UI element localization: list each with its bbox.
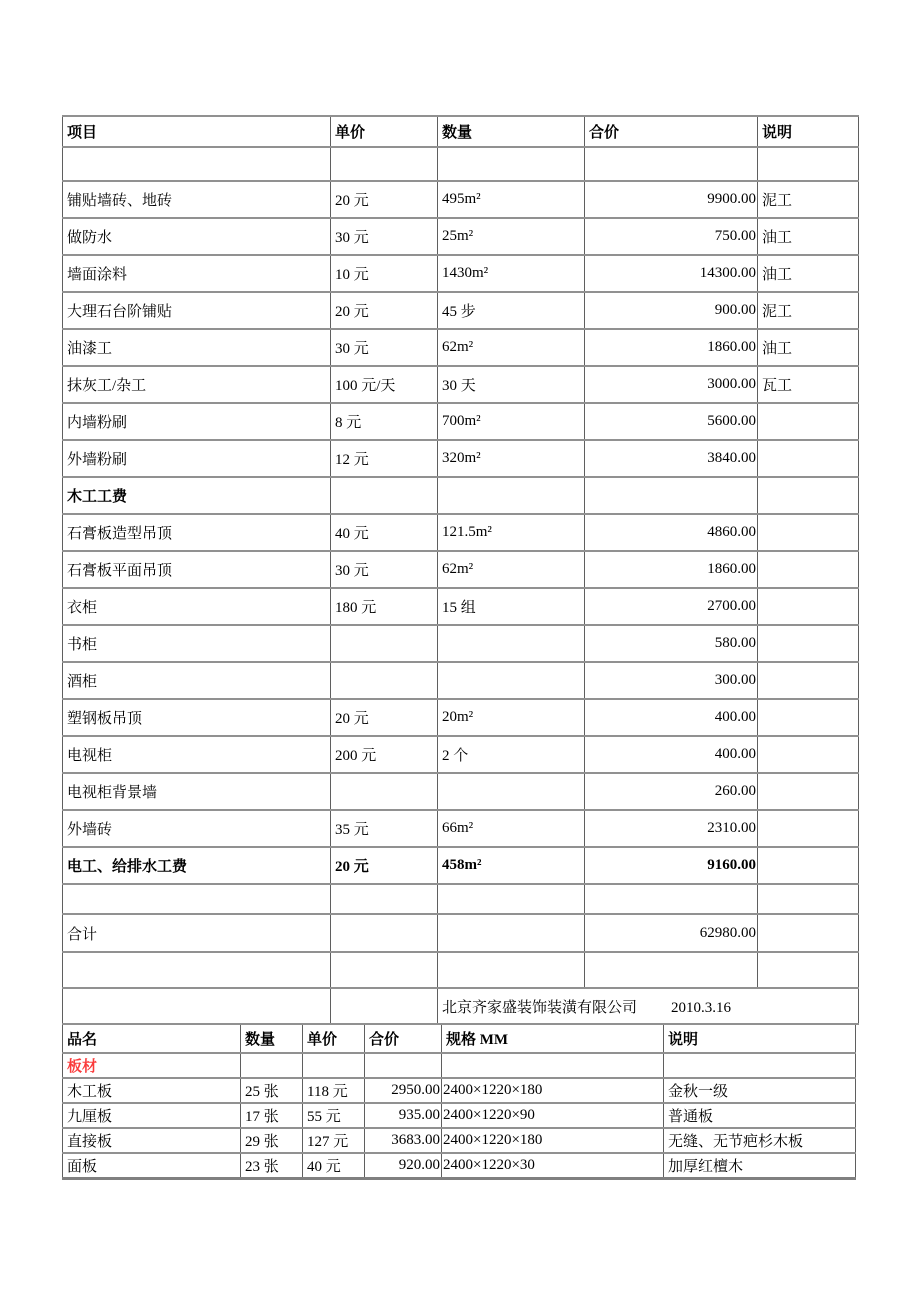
cell-note: 瓦工 — [758, 366, 859, 403]
cell-unit-price — [331, 914, 438, 952]
signature-row — [63, 988, 859, 1024]
cell-item: 石膏板造型吊顶 — [63, 514, 331, 551]
labor-row — [63, 847, 859, 884]
cell-total: 14300.00 — [585, 255, 758, 292]
cell-qty — [438, 662, 585, 699]
cell-unit-price — [331, 477, 438, 514]
cell-note — [758, 588, 859, 625]
cell-total: 2310.00 — [585, 810, 758, 847]
labor-row — [63, 588, 859, 625]
cell-note — [758, 773, 859, 810]
cell-empty — [331, 988, 438, 1024]
cell-unit-price: 40 元 — [303, 1153, 365, 1178]
cell-note: 金秋一级 — [664, 1078, 856, 1103]
materials-price-table — [62, 1023, 856, 1180]
cell-qty — [438, 884, 585, 914]
cell-unit-price: 55 元 — [303, 1103, 365, 1128]
cell-total: 900.00 — [585, 292, 758, 329]
cell-qty: 62m² — [438, 329, 585, 366]
labor-row — [63, 403, 859, 440]
cell-item: 内墙粉刷 — [63, 403, 331, 440]
cell-unit-price: 20 元 — [331, 292, 438, 329]
cell-item: 大理石台阶铺贴 — [63, 292, 331, 329]
cell-spec: 2400×1220×180 — [442, 1078, 664, 1103]
cell-qty: 30 天 — [438, 366, 585, 403]
labor-row — [63, 255, 859, 292]
cell-item — [63, 884, 331, 914]
cell-item: 电视柜 — [63, 736, 331, 773]
cell-spec: 2400×1220×180 — [442, 1128, 664, 1153]
cell-unit-price: 20 元 — [331, 847, 438, 884]
cell-item: 铺贴墙砖、地砖 — [63, 181, 331, 218]
column-header-total: 合价 — [365, 1024, 442, 1053]
cell-qty: 45 步 — [438, 292, 585, 329]
cell-total — [365, 1053, 442, 1078]
cell-qty: 62m² — [438, 551, 585, 588]
labor-row — [63, 440, 859, 477]
cell-qty: 15 组 — [438, 588, 585, 625]
labor-row — [63, 218, 859, 255]
cell-item: 书柜 — [63, 625, 331, 662]
cell-total — [585, 884, 758, 914]
cell-name: 直接板 — [63, 1128, 241, 1153]
cell-spec — [442, 1053, 664, 1078]
cell-qty: 66m² — [438, 810, 585, 847]
cell-qty: 458m² — [438, 847, 585, 884]
labor-row — [63, 181, 859, 218]
cell-total: 5600.00 — [585, 403, 758, 440]
cell-item: 塑钢板吊顶 — [63, 699, 331, 736]
cell-note — [758, 699, 859, 736]
blank-row — [63, 147, 859, 181]
labor-row — [63, 292, 859, 329]
cell-qty: 320m² — [438, 440, 585, 477]
labor-row — [63, 625, 859, 662]
cell-unit-price: 180 元 — [331, 588, 438, 625]
cell-unit-price: 35 元 — [331, 810, 438, 847]
column-header-unit-price: 单价 — [303, 1024, 365, 1053]
cell-unit-price: 20 元 — [331, 181, 438, 218]
cell-qty — [438, 625, 585, 662]
cell-unit-price: 40 元 — [331, 514, 438, 551]
cell-name: 面板 — [63, 1153, 241, 1178]
cell-note: 油工 — [758, 329, 859, 366]
cell-total: 9160.00 — [585, 847, 758, 884]
cell-total: 3683.00 — [365, 1128, 442, 1153]
cell-item: 电工、给排水工费 — [63, 847, 331, 884]
cell-unit-price — [303, 1053, 365, 1078]
cell-total: 2950.00 — [365, 1078, 442, 1103]
cell-qty: 700m² — [438, 403, 585, 440]
cell-unit-price: 8 元 — [331, 403, 438, 440]
labor-row — [63, 662, 859, 699]
cell-qty: 23 张 — [241, 1153, 303, 1178]
cell-total: 1860.00 — [585, 551, 758, 588]
blank-row — [63, 884, 859, 914]
company-name: 北京齐家盛装饰装潢有限公司 — [442, 999, 638, 1016]
cell-note — [758, 847, 859, 884]
cell-note: 油工 — [758, 255, 859, 292]
labor-row — [63, 551, 859, 588]
cell-total — [585, 147, 758, 181]
cell-unit-price: 118 元 — [303, 1078, 365, 1103]
cell-item: 木工工费 — [63, 477, 331, 514]
cell-spec: 2400×1220×30 — [442, 1153, 664, 1178]
cell-note — [758, 662, 859, 699]
cell-item: 电视柜背景墙 — [63, 773, 331, 810]
cell-total — [585, 952, 758, 988]
cell-total: 400.00 — [585, 736, 758, 773]
cell-unit-price — [331, 147, 438, 181]
cell-qty — [438, 477, 585, 514]
cell-spec: 2400×1220×90 — [442, 1103, 664, 1128]
cell-unit-price: 127 元 — [303, 1128, 365, 1153]
cell-item: 墙面涂料 — [63, 255, 331, 292]
cell-total: 2700.00 — [585, 588, 758, 625]
cell-qty: 495m² — [438, 181, 585, 218]
cell-unit-price: 10 元 — [331, 255, 438, 292]
cell-total: 4860.00 — [585, 514, 758, 551]
cell-qty: 17 张 — [241, 1103, 303, 1128]
cell-total: 400.00 — [585, 699, 758, 736]
cell-item: 衣柜 — [63, 588, 331, 625]
column-header-note: 说明 — [758, 116, 859, 147]
cell-note: 泥工 — [758, 292, 859, 329]
cell-item: 做防水 — [63, 218, 331, 255]
cell-unit-price: 30 元 — [331, 551, 438, 588]
cell-qty — [438, 773, 585, 810]
cell-unit-price — [331, 662, 438, 699]
cell-note — [758, 477, 859, 514]
labor-row — [63, 736, 859, 773]
cell-item: 外墙砖 — [63, 810, 331, 847]
cell-note: 泥工 — [758, 181, 859, 218]
column-header-quantity: 数量 — [241, 1024, 303, 1053]
document-date: 2010.3.16 — [671, 999, 732, 1016]
cell-qty — [438, 952, 585, 988]
cell-unit-price: 30 元 — [331, 218, 438, 255]
cell-note — [758, 514, 859, 551]
cell-note — [758, 147, 859, 181]
material-row — [63, 1078, 856, 1103]
cell-note: 普通板 — [664, 1103, 856, 1128]
cell-unit-price: 12 元 — [331, 440, 438, 477]
blank-row — [63, 952, 859, 988]
cell-total — [585, 477, 758, 514]
column-header-item: 项目 — [63, 116, 331, 147]
material-row — [63, 1128, 856, 1153]
labor-row — [63, 477, 859, 514]
cell-unit-price: 20 元 — [331, 699, 438, 736]
cell-item — [63, 147, 331, 181]
column-header-unit-price: 单价 — [331, 116, 438, 147]
signature-cell — [438, 988, 859, 1024]
labor-header-row — [63, 116, 859, 147]
cell-item: 合计 — [63, 914, 331, 952]
cell-unit-price: 100 元/天 — [331, 366, 438, 403]
cell-note — [758, 403, 859, 440]
labor-row — [63, 699, 859, 736]
cell-note — [758, 914, 859, 952]
cell-unit-price: 200 元 — [331, 736, 438, 773]
cell-unit-price: 30 元 — [331, 329, 438, 366]
labor-row — [63, 773, 859, 810]
cell-item — [63, 952, 331, 988]
labor-cost-table — [62, 115, 859, 1025]
section-row — [63, 1053, 856, 1078]
cell-qty — [438, 914, 585, 952]
cell-empty — [63, 988, 331, 1024]
cell-note — [758, 625, 859, 662]
cell-unit-price — [331, 884, 438, 914]
cell-unit-price — [331, 773, 438, 810]
cell-note — [758, 440, 859, 477]
labor-row — [63, 914, 859, 952]
cell-total: 3840.00 — [585, 440, 758, 477]
cell-item: 酒柜 — [63, 662, 331, 699]
cell-note: 加厚红檀木 — [664, 1153, 856, 1178]
cell-note — [664, 1053, 856, 1078]
cell-unit-price — [331, 625, 438, 662]
cell-total: 9900.00 — [585, 181, 758, 218]
cell-note — [758, 810, 859, 847]
cell-item: 外墙粉刷 — [63, 440, 331, 477]
cell-note — [758, 551, 859, 588]
material-row — [63, 1103, 856, 1128]
cell-note: 油工 — [758, 218, 859, 255]
column-header-product-name: 品名 — [63, 1024, 241, 1053]
cell-total: 1860.00 — [585, 329, 758, 366]
cell-qty: 20m² — [438, 699, 585, 736]
cell-total: 935.00 — [365, 1103, 442, 1128]
cell-name: 木工板 — [63, 1078, 241, 1103]
cell-unit-price — [331, 952, 438, 988]
cell-name: 九厘板 — [63, 1103, 241, 1128]
column-header-spec: 规格 MM — [442, 1024, 664, 1053]
labor-row — [63, 366, 859, 403]
cell-qty — [438, 147, 585, 181]
cell-total: 62980.00 — [585, 914, 758, 952]
cell-name: 板材 — [63, 1053, 241, 1078]
labor-row — [63, 514, 859, 551]
cell-qty — [241, 1053, 303, 1078]
cell-qty: 121.5m² — [438, 514, 585, 551]
cell-total: 920.00 — [365, 1153, 442, 1178]
cell-total: 750.00 — [585, 218, 758, 255]
cell-note: 无缝、无节疤杉木板 — [664, 1128, 856, 1153]
cell-note — [758, 884, 859, 914]
cell-qty: 29 张 — [241, 1128, 303, 1153]
cell-total: 260.00 — [585, 773, 758, 810]
cell-qty: 1430m² — [438, 255, 585, 292]
cell-total: 300.00 — [585, 662, 758, 699]
material-row — [63, 1153, 856, 1178]
column-header-note: 说明 — [664, 1024, 856, 1053]
cell-qty: 25m² — [438, 218, 585, 255]
materials-header-row — [63, 1024, 856, 1053]
cell-item: 油漆工 — [63, 329, 331, 366]
labor-row — [63, 810, 859, 847]
cell-item: 石膏板平面吊顶 — [63, 551, 331, 588]
cell-note — [758, 952, 859, 988]
cell-total: 3000.00 — [585, 366, 758, 403]
column-header-quantity: 数量 — [438, 116, 585, 147]
cell-note — [758, 736, 859, 773]
cell-item: 抹灰工/杂工 — [63, 366, 331, 403]
cell-total: 580.00 — [585, 625, 758, 662]
column-header-total: 合价 — [585, 116, 758, 147]
cell-qty: 2 个 — [438, 736, 585, 773]
labor-row — [63, 329, 859, 366]
cell-qty: 25 张 — [241, 1078, 303, 1103]
